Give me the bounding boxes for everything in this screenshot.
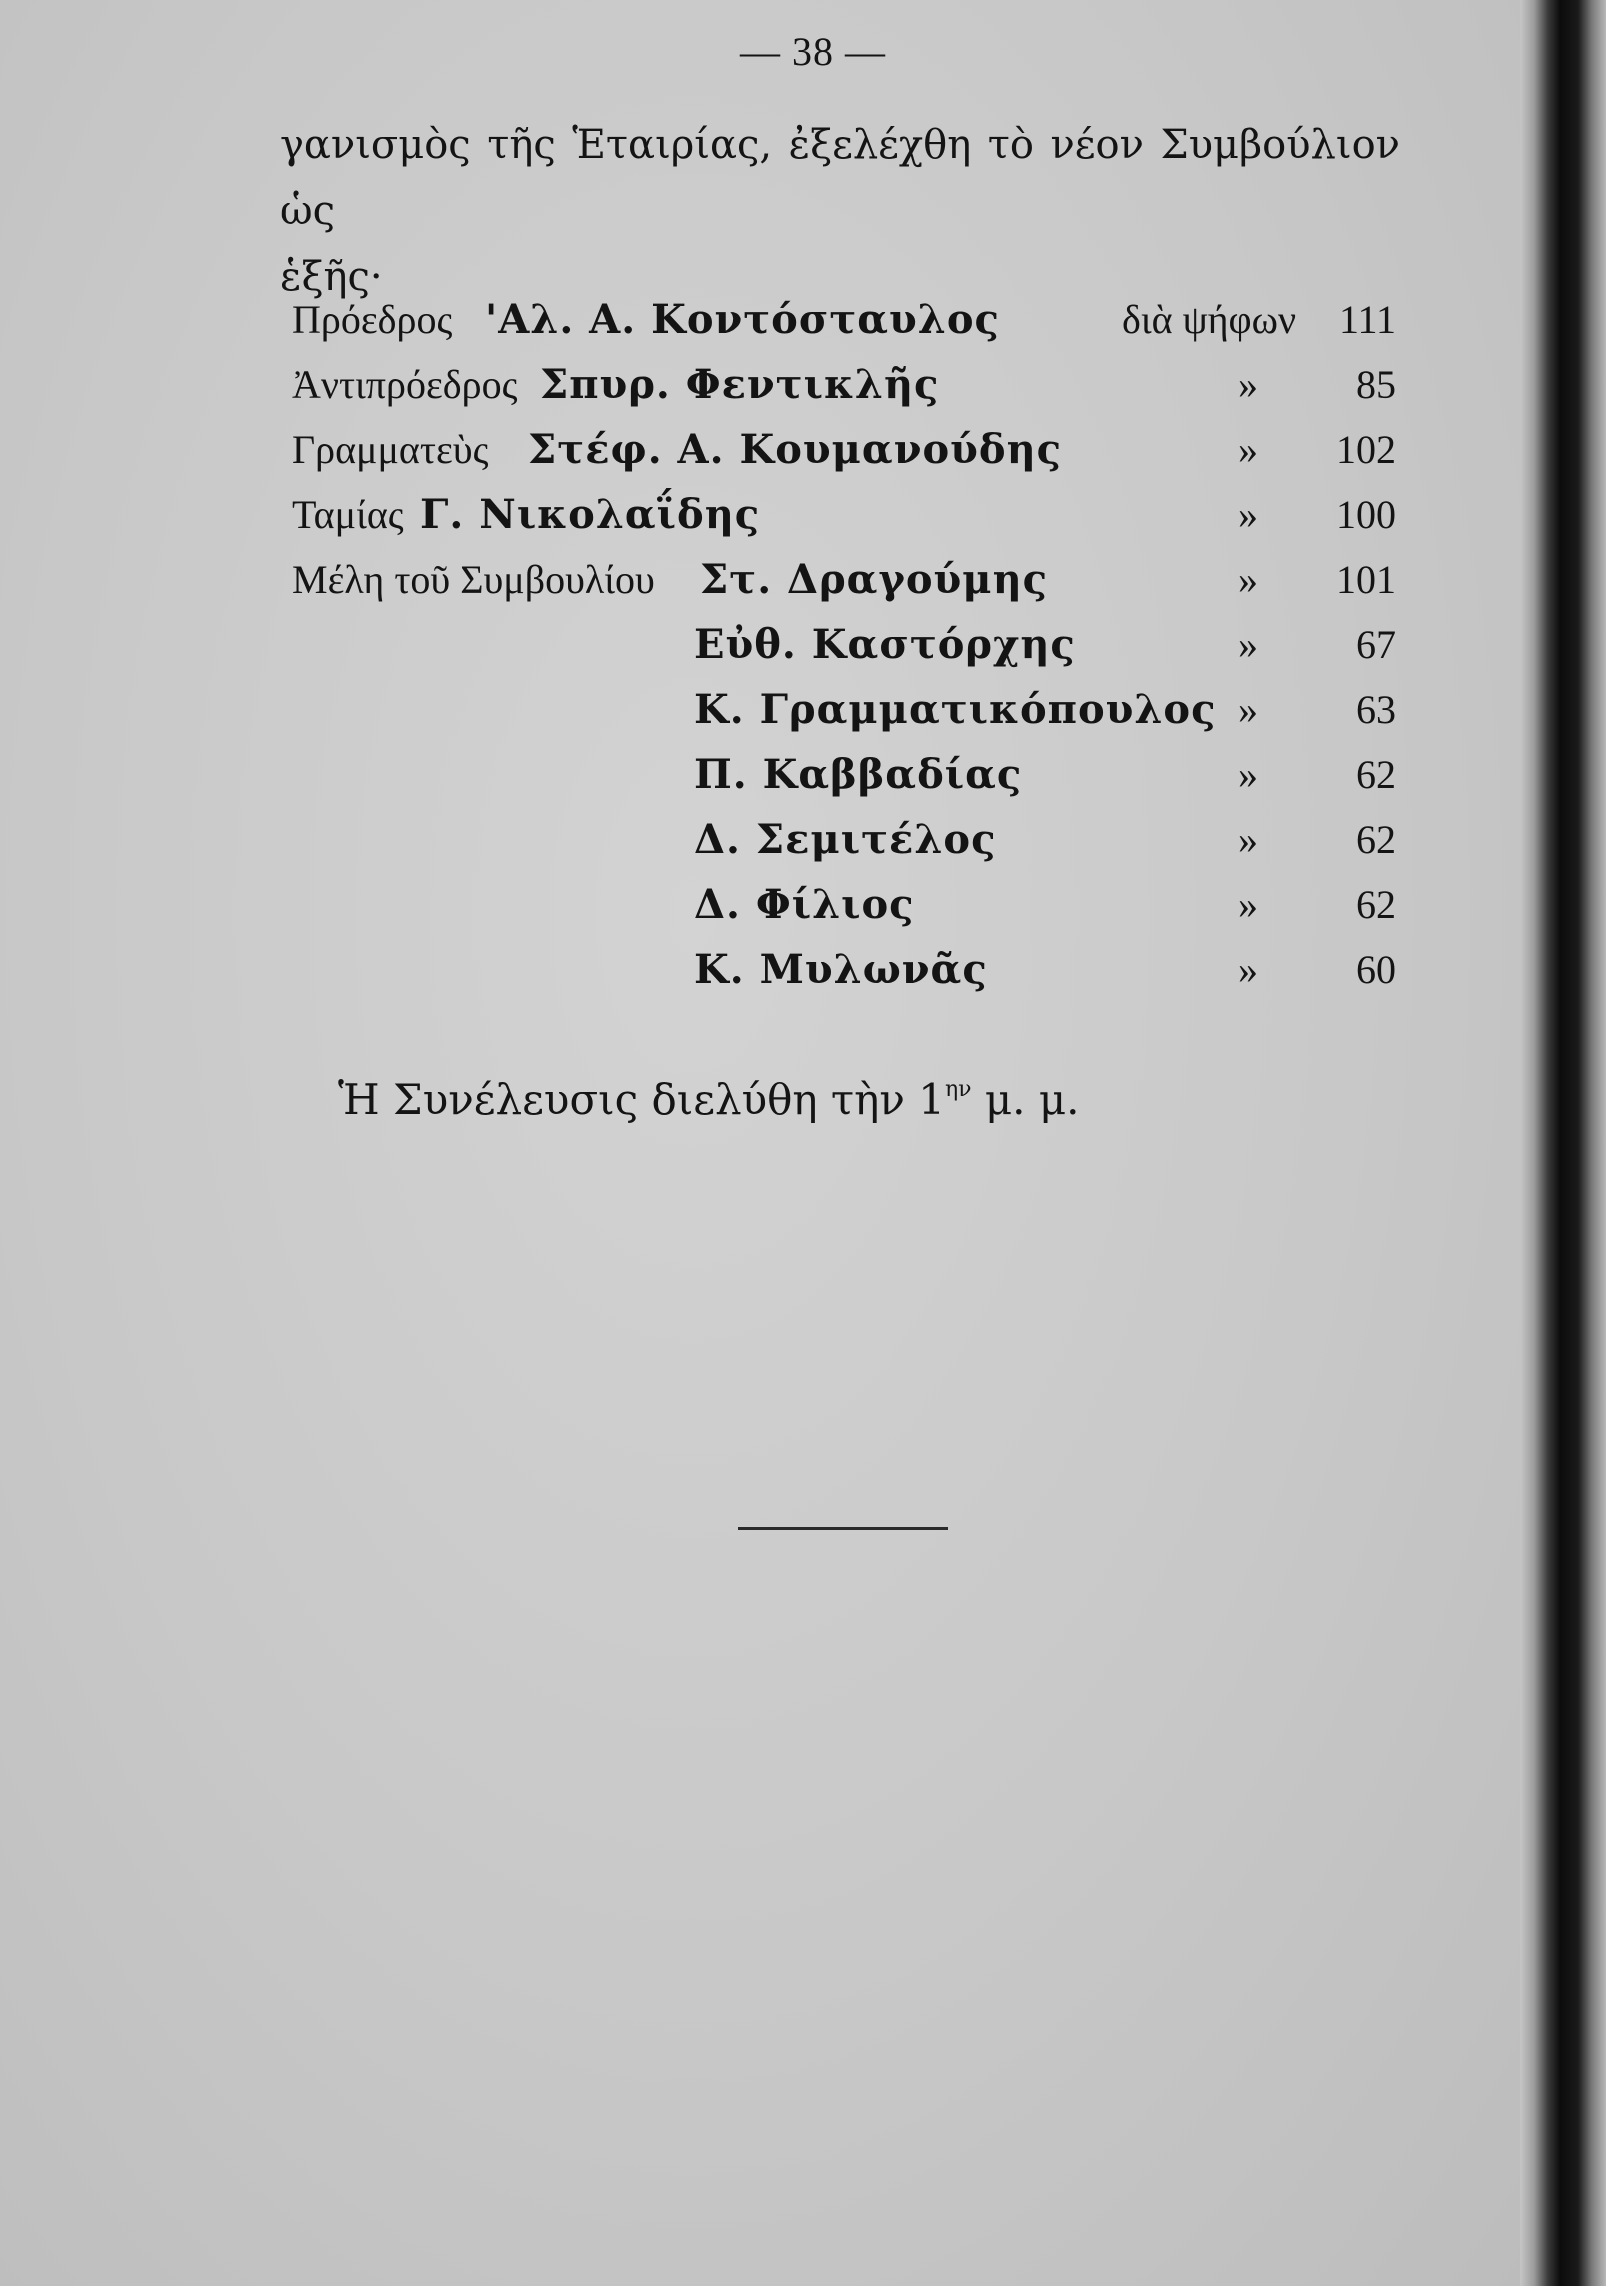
council-row-member <box>0 682 1420 738</box>
council-name: Γ. Νικολαΐδης <box>420 491 761 538</box>
council-row-vice-president <box>0 357 1420 413</box>
ditto-mark: » <box>1238 622 1258 667</box>
council-name: Δ. Σεμιτέλος <box>694 816 997 863</box>
ditto-mark: » <box>1238 947 1258 992</box>
council-row-secretary <box>0 422 1420 478</box>
council-votes: 62 <box>1356 817 1396 862</box>
council-votes: 67 <box>1356 622 1396 667</box>
closing-text-before: Ἡ Συνέλευσις διελύθη τὴν 1 <box>338 1075 945 1124</box>
council-votes: 85 <box>1356 362 1396 407</box>
council-name: Δ. Φίλιος <box>694 881 915 928</box>
council-row-treasurer <box>0 487 1420 543</box>
council-row-member <box>0 552 1420 608</box>
council-row-member <box>0 877 1420 933</box>
council-role: Μέλη τοῦ Συμβουλίου <box>292 557 655 602</box>
council-name: 'Αλ. Α. Κοντόσταυλος <box>485 296 1000 343</box>
book-binding-gutter <box>1520 0 1606 2286</box>
council-name: Σπυρ. Φεντικλῆς <box>540 361 940 408</box>
page-number: — 38 — <box>740 29 886 74</box>
intro-paragraph <box>280 112 1400 310</box>
council-votes: 100 <box>1336 492 1396 537</box>
intro-line-2: ἑξῆς· <box>280 254 383 300</box>
closing-sentence <box>338 1070 1080 1130</box>
ditto-mark: » <box>1238 817 1258 862</box>
council-name: Π. Καββαδίας <box>694 751 1023 798</box>
council-name: Εὐθ. Καστόρχης <box>694 621 1076 668</box>
ditto-mark: » <box>1238 557 1258 602</box>
council-votes: 101 <box>1336 557 1396 602</box>
ditto-mark: » <box>1238 882 1258 927</box>
council-votes: 111 <box>1338 297 1396 342</box>
closing-superscript: ην <box>944 1077 972 1102</box>
council-role: Ἀντιπρόεδρος <box>292 362 518 407</box>
council-votes: 102 <box>1336 427 1396 472</box>
council-row-president <box>0 292 1420 348</box>
section-divider-rule <box>738 1527 948 1530</box>
ditto-mark: » <box>1238 427 1258 472</box>
intro-line-1: γανισμὸς τῆς Ἑταιρίας, ἐξελέχθη τὸ νέον Συμβούλιον ὡς <box>280 122 1400 234</box>
council-row-member <box>0 617 1420 673</box>
council-name: Στ. Δραγούμης <box>700 556 1049 603</box>
council-row-member <box>0 812 1420 868</box>
ditto-mark: » <box>1238 362 1258 407</box>
council-name: Κ. Γραμματικόπουλος <box>694 686 1217 733</box>
council-name: Κ. Μυλωνᾶς <box>694 946 988 993</box>
council-votes: 62 <box>1356 752 1396 797</box>
council-role: Ταμίας <box>292 492 404 537</box>
council-role: Γραμματεὺς <box>292 427 489 472</box>
council-row-member <box>0 942 1420 998</box>
council-name: Στέφ. Α. Κουμανούδης <box>528 426 1063 473</box>
council-votes: 62 <box>1356 882 1396 927</box>
council-role: Πρόεδρος <box>292 297 453 342</box>
ditto-mark: » <box>1238 752 1258 797</box>
council-votes: 60 <box>1356 947 1396 992</box>
closing-text-after: μ. μ. <box>971 1075 1080 1124</box>
ditto-mark: » <box>1238 687 1258 732</box>
votes-label: διὰ ψήφων <box>1122 297 1297 342</box>
council-votes: 63 <box>1356 687 1396 732</box>
ditto-mark: » <box>1238 492 1258 537</box>
council-row-member <box>0 747 1420 803</box>
